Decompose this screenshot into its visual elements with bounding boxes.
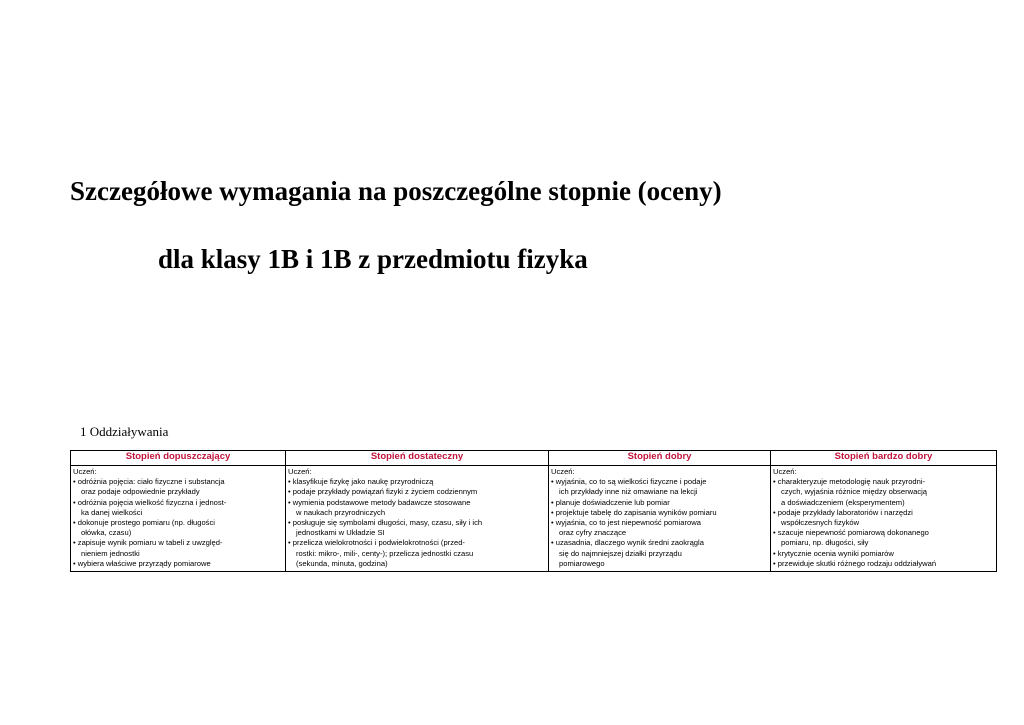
cell-intro-label: Uczeń: [73, 467, 97, 476]
requirement-line: • projektuje tabelę do zapisania wyników pomiaru [551, 507, 717, 517]
requirement-line: oraz cyfry znaczące [559, 528, 627, 538]
requirement-line: pomiaru, np. długości, siły [781, 538, 869, 548]
document-subtitle: dla klasy 1B i 1B z przedmiotu fizyka [158, 244, 588, 274]
requirement-line: współczesnych fizyków [781, 518, 860, 528]
requirement-line: • odróżnia pojęcia wielkość fizyczna i jednost- [73, 497, 227, 507]
requirement-line: • szacuje niepewność pomiarową dokonanego [773, 528, 929, 538]
requirement-line: • przelicza wielokrotności i podwielokrotności (przed- [288, 538, 465, 548]
requirement-line: • wybiera właściwe przyrządy pomiarowe [73, 558, 211, 568]
requirement-line: się do najmniejszej działki przyrządu [559, 548, 682, 558]
cell-dopuszczajacy [71, 466, 286, 572]
requirement-line: ołówka, czasu) [81, 528, 132, 538]
requirement-line: • wymienia podstawowe metody badawcze stosowane [288, 497, 471, 507]
requirement-line: • podaje przykłady laboratoriów i narzędzi [773, 507, 913, 517]
requirement-line: pomiarowego [559, 558, 605, 568]
requirement-line: • odróżnia pojęcia: ciało fizyczne i substancja [73, 477, 225, 487]
requirement-line: • posługuje się symbolami długości, masy, czasu, siły i ich [288, 518, 483, 528]
requirement-line: • planuje doświadczenie lub pomiar [551, 497, 670, 507]
requirement-line: • krytycznie ocenia wyniki pomiarów [773, 548, 894, 558]
requirement-line: rostki: mikro-, mili-, centy-); przelicza jednostki czasu [296, 548, 474, 558]
cell-dostateczny [286, 466, 549, 572]
cell-intro-label: Uczeń: [551, 467, 575, 476]
cell-intro-label: Uczeń: [288, 467, 312, 476]
requirement-line: (sekunda, minuta, godzina) [296, 558, 388, 568]
cell-dobry [549, 466, 771, 572]
requirement-line: jednostkami w Układzie SI [296, 528, 385, 538]
requirement-line: • przewiduje skutki różnego rodzaju oddziaływań [773, 558, 937, 568]
section-heading: 1 Oddziaływania [80, 424, 169, 439]
requirement-line: w naukach przyrodniczych [296, 507, 386, 517]
header-grade-dopuszczajacy: Stopień dopuszczający [71, 451, 286, 466]
requirement-line: nieniem jednostki [81, 548, 140, 558]
requirement-line: • klasyfikuje fizykę jako naukę przyrodniczą [288, 477, 434, 487]
requirement-line: • dokonuje prostego pomiaru (np. długości [73, 518, 215, 528]
table-row [71, 466, 997, 572]
table-header-row [71, 451, 997, 466]
header-grade-dostateczny: Stopień dostateczny [286, 451, 549, 466]
requirement-line: • wyjaśnia, co to jest niepewność pomiarowa [551, 518, 701, 528]
requirement-line: • wyjaśnia, co to są wielkości fizyczne i podaje [551, 477, 707, 487]
requirement-line: • charakteryzuje metodologię nauk przyrodni- [773, 477, 926, 487]
requirement-line: oraz podaje odpowiednie przykłady [81, 487, 200, 497]
requirement-line: ka danej wielkości [81, 507, 143, 517]
header-grade-dobry: Stopień dobry [549, 451, 771, 466]
requirements-table [70, 450, 997, 572]
requirement-line: • podaje przykłady powiązań fizyki z życiem codziennym [288, 487, 478, 497]
requirement-line: • zapisuje wynik pomiaru w tabeli z uwzględ- [73, 538, 223, 548]
header-grade-bardzo-dobry: Stopień bardzo dobry [771, 451, 997, 466]
cell-bardzo-dobry [771, 466, 997, 572]
requirement-line: czych, wyjaśnia różnice między obserwacją [781, 487, 928, 497]
document-title: Szczegółowe wymagania na poszczególne stopnie (oceny) [70, 176, 722, 206]
requirement-line: a doświadczeniem (eksperymentem) [781, 497, 905, 507]
requirement-line: ich przykłady inne niż omawiane na lekcji [559, 487, 698, 497]
cell-intro-label: Uczeń: [773, 467, 797, 476]
requirement-line: • uzasadnia, dlaczego wynik średni zaokrągla [551, 538, 704, 548]
